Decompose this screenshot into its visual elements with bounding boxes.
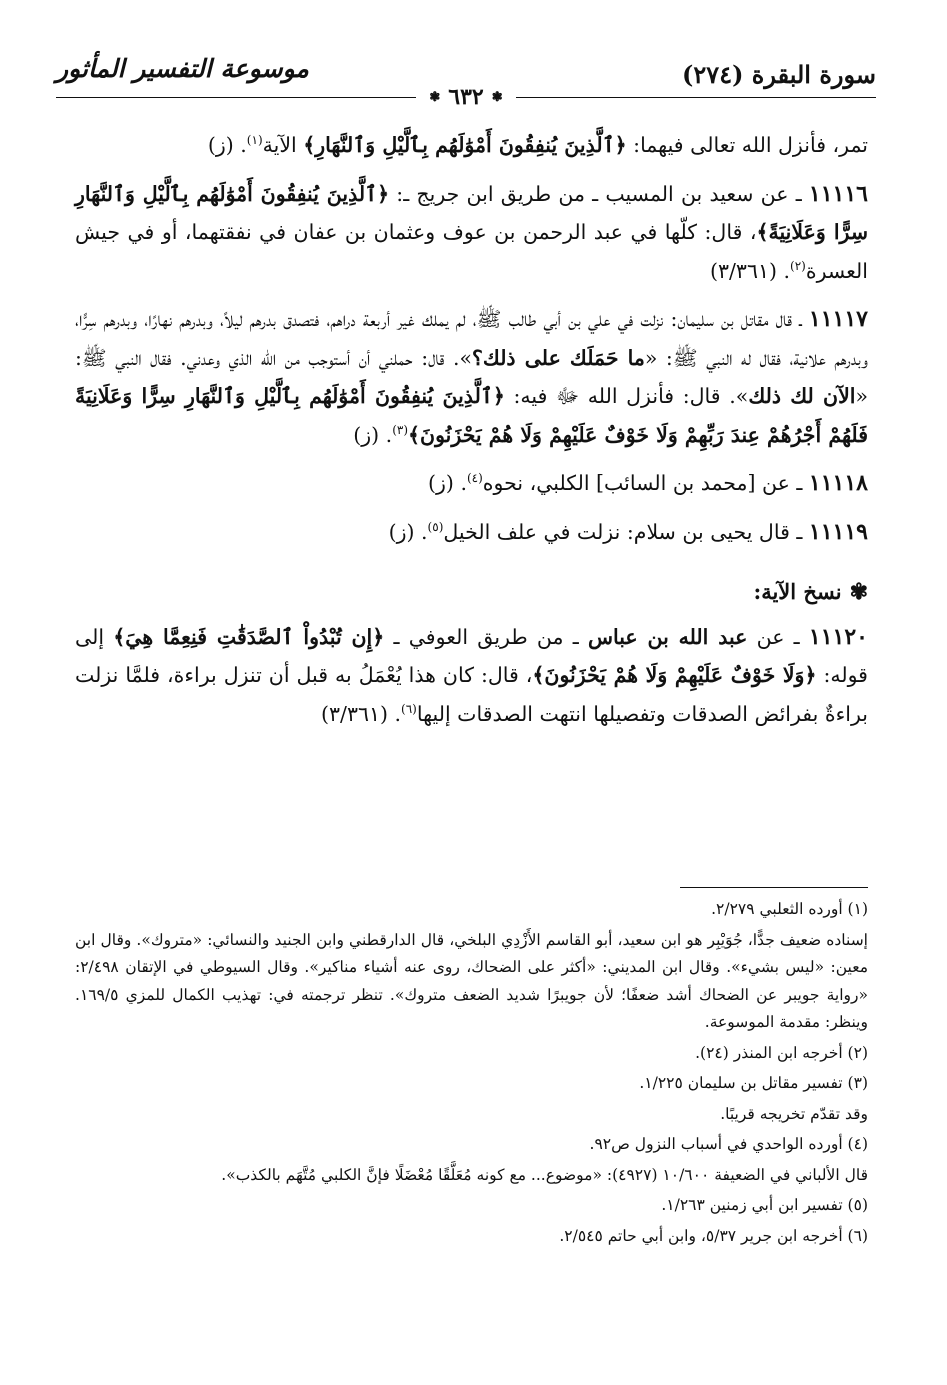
hadith-quote: الآن لك ذلك (748, 384, 856, 408)
footnote: (١) أورده الثعلبي ٢/٢٧٩. (711, 900, 868, 918)
footnote-marker[interactable]: (١) (246, 133, 263, 148)
entry-11119 (75, 513, 868, 552)
text: ـ عن سعيد بن المسيب ـ من طريق ابن جريج ـ: (389, 181, 809, 206)
text: . (ز) (353, 422, 393, 447)
entry-11116 (75, 175, 868, 291)
ornament-icon: ❃ (429, 89, 441, 105)
footnote: (٦) أخرجه ابن جرير ٥/٣٧، وابن أبي حاتم ٢/٥٤٥. (559, 1226, 868, 1245)
quran-verse: ﴿ٱلَّذِينَ يُنفِقُونَ أَمْوَٰلَهُم بِٱلَّيْلِ وَٱلنَّهَارِ سِرًّا وَعَلَانِيَةً فَلَهُمْ أَجْرُهُمْ عِندَ رَبِّهِمْ وَلَا خَوْفٌ عَلَيْهِمْ وَلَا هُمْ يَحْزَنُونَ﴾ (75, 384, 868, 447)
entry-11118 (75, 464, 868, 503)
text: ـ قال مقاتل بن سليمان: نزلت في علي بن أبي طالب ﷺ، لم يملك غير أربعة دراهم، فتصدق بدرهم ليلاً، وبدرهم نهارًا، وبدرهم سِرًّا، وبدرهم علانية، فقال له النبي ﷺ: « (75, 307, 868, 370)
text: ـ من طريق العوفي ـ (384, 624, 588, 649)
text: ، قال: كلّها في عبد الرحمن بن عوف وعثمان بن عفان في نفقتهما، أو في جيش العسرة (75, 220, 868, 283)
text: الآية (262, 133, 304, 157)
text: . (٣/٣٦١) (710, 258, 790, 283)
footnote: (٤) أورده الواحدي في أسباب النزول ص٩٢. (589, 1135, 868, 1153)
footnote-separator (680, 887, 868, 888)
text: . (ز) (207, 133, 247, 157)
footnotes (75, 896, 868, 1253)
entry-number: ١١١١٨ (808, 470, 868, 496)
narrator-name: عبد الله بن عباس (587, 624, 748, 649)
text: . (ز) (428, 471, 467, 495)
text: ». قال: فأنزل الله ﷻ فيه: (504, 384, 749, 408)
text: تمر، فأنزل الله تعالى فيهما: (626, 133, 868, 157)
footnote-marker[interactable]: (٣) (392, 422, 409, 437)
ornament-icon: ❃ (491, 89, 503, 105)
footnote: وقد تقدّم تخريجه قريبًا. (720, 1104, 868, 1123)
main-text (75, 126, 868, 743)
section-title: نسخ الآية: (753, 579, 842, 604)
footnote: إسناده ضعيف جدًّا، جُوَيْبِر هو ابن سعيد، أبو القاسم الأَزْدِي البلخي، قال الدارقطني وابن الجنيد والنسائي: «متروك». وقال ابن معين: «ليس بشيء». وقال ابن المديني: «أكثر على الضحاك، روى عنه أشياء مناكير». وقال السيوطي في الإتقان ٢/٤٩٨: «رواية جويبر عن الضحاك أشد ضعفًا؛ لأن جويبرًا شديد الضعف متروك». تنظر ترجمته في: تهذيب الكمال للمزي ١٦٩/٥. وينظر: مقدمة الموسوعة. (75, 930, 868, 1031)
footnote-marker[interactable]: (٤) (466, 471, 483, 486)
entry-number: ١١١١٧ (808, 306, 868, 332)
text: ـ قال يحيى بن سلام: نزلت في علف الخيل (443, 519, 809, 544)
page-number-group (423, 84, 508, 110)
page-number: ٦٣٢ (448, 84, 484, 110)
text: ، قال: كان هذا يُعْمَلُ به قبل أن تنزل براءة، فلمَّا نزلت براءةٌ بفرائض الصدقات وتفصيلها انتهت الصدقات إليها (75, 663, 868, 726)
entry-number: ١١١١٦ (808, 180, 868, 207)
text: ـ عن (747, 624, 809, 649)
footnote-marker[interactable]: (٢) (790, 258, 806, 273)
paragraph (75, 126, 868, 165)
entry-11117 (75, 300, 868, 454)
text: . (٣/٣٦١) (321, 701, 402, 726)
flower-icon: ✾ (849, 579, 868, 605)
header-rule-left (56, 97, 416, 98)
text: ـ عن [محمد بن السائب] الكلبي، نحوه (482, 471, 809, 495)
entry-11120 (75, 618, 868, 734)
footnote: (٣) تفسير مقاتل بن سليمان ١/٢٢٥. (639, 1074, 868, 1092)
header-rule-right (516, 97, 876, 98)
footnote-marker[interactable]: (٥) (427, 519, 444, 534)
entry-number: ١١١١٩ (808, 518, 868, 545)
quran-verse: ﴿وَلَا خَوْفٌ عَلَيْهِمْ وَلَا هُمْ يَحْزَنُونَ﴾ (532, 663, 817, 687)
hadith-quote: ما حَمَلَك على ذلك؟ (472, 345, 645, 370)
footnote: (٥) تفسير ابن أبي زمنين ١/٢٦٣. (661, 1196, 868, 1214)
page-header (56, 54, 876, 110)
entry-number: ١١١٢٠ (808, 623, 868, 650)
footnote: قال الألباني في الضعيفة ١٠/٦٠٠ (٤٩٢٧): «موضوع... مع كونه مُعَلَّقًا مُعْضَلًا فإنَّ الكلبي مُتَّهَم بالكذب». (221, 1165, 868, 1184)
text: ». قال: حملني أن أستوجب من الله الذي وعدني. فقال النبي ﷺ: « (75, 345, 868, 408)
quran-verse: ﴿ٱلَّذِينَ يُنفِقُونَ أَمْوَٰلَهُم بِٱلَّيْلِ وَٱلنَّهَارِ﴾ (303, 133, 627, 157)
quran-verse: ﴿ٱلَّذِينَ يُنفِقُونَ أَمْوَٰلَهُم بِٱلَّيْلِ وَٱلنَّهَارِ سِرًّا وَعَلَانِيَةً﴾ (75, 181, 869, 244)
footnote-marker[interactable]: (٦) (401, 701, 417, 716)
text: إلى قوله: (75, 624, 868, 687)
quran-verse: ﴿إِن تُبْدُواْ ٱلصَّدَقَٰتِ فَنِعِمَّا هِيَ﴾ (113, 624, 385, 649)
surah-title: سورة البقرة (٢٧٤) (682, 60, 876, 89)
text: . (ز) (388, 519, 428, 544)
book-title: موسوعة التفسير المأثور (56, 54, 309, 83)
section-heading (75, 573, 868, 612)
footnote: (٢) أخرجه ابن المنذر (٢٤). (695, 1043, 868, 1062)
